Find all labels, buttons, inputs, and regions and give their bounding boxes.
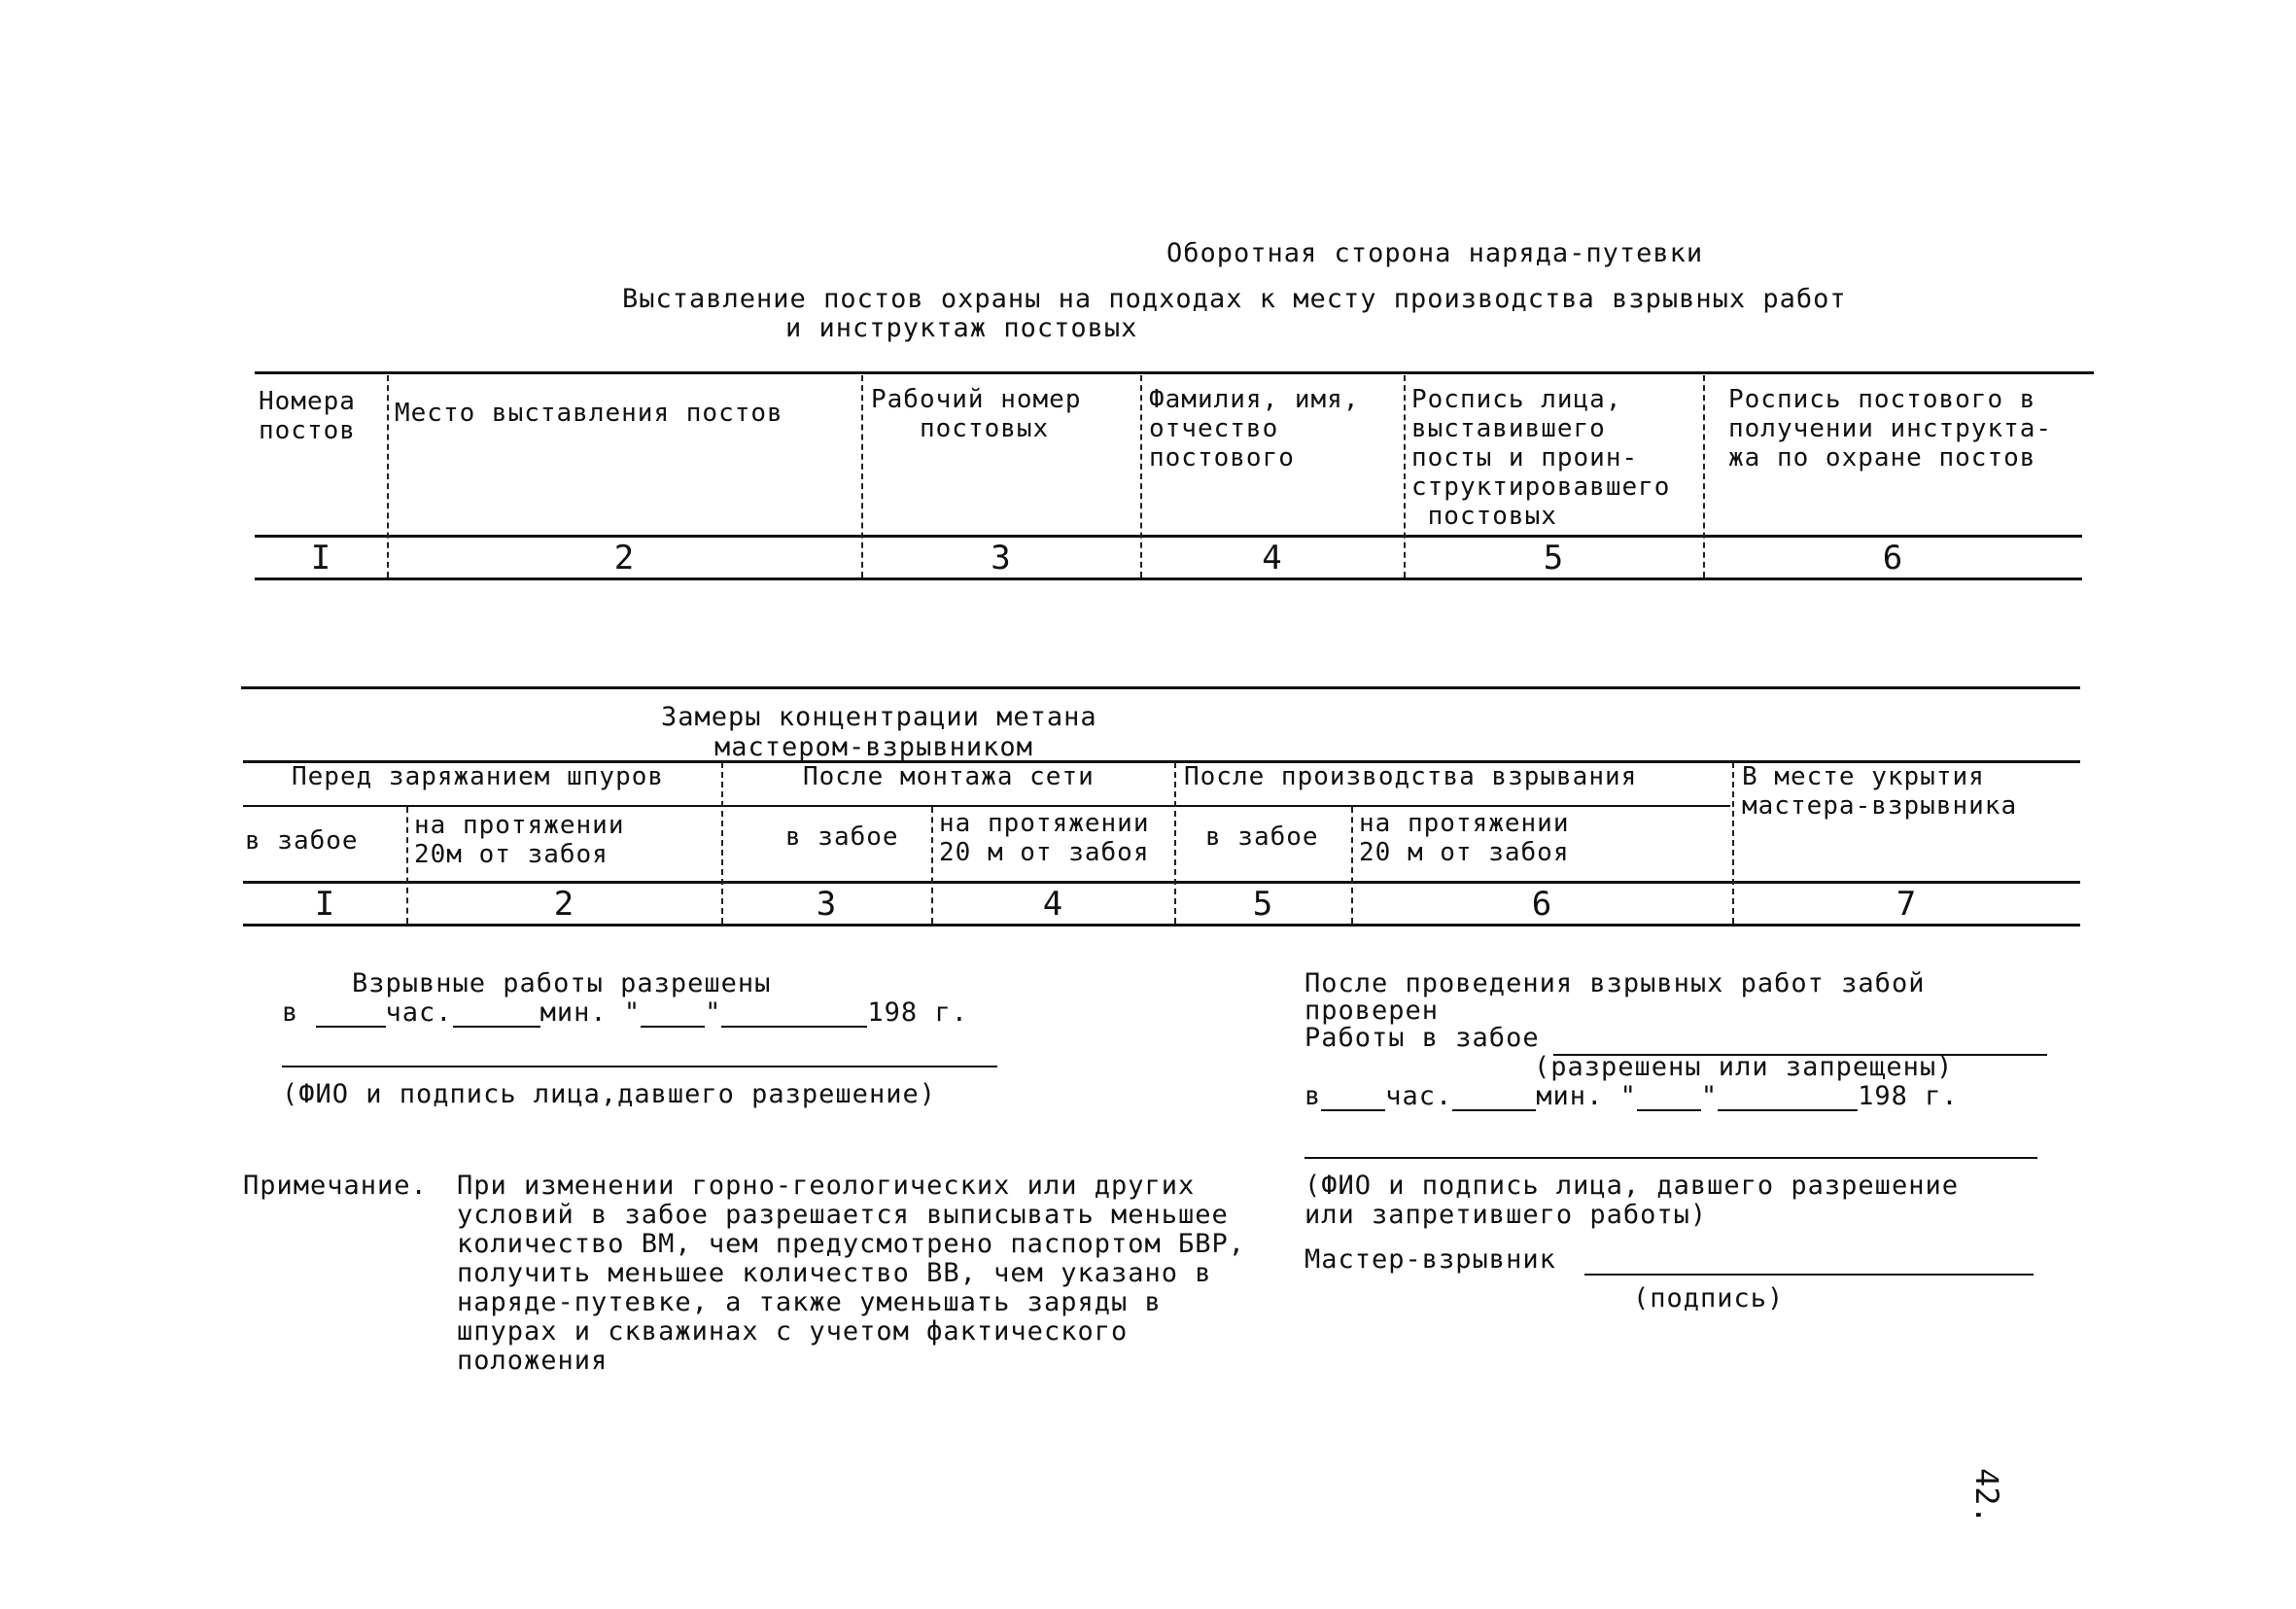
permit-left-signature-line	[282, 1066, 997, 1067]
master-blaster-label: Мастер-взрывник	[1305, 1244, 1556, 1275]
permit-left-heading: Взрывные работы разрешены	[352, 968, 772, 998]
permit-left-prefix: в	[282, 997, 299, 1028]
year-suffix: г.	[934, 997, 968, 1028]
note-line: положения	[457, 1346, 609, 1376]
master-blaster-signature-line	[1584, 1274, 2034, 1276]
table1-header-post-location: Место выставления постов	[395, 399, 783, 428]
table2-sub-20m: на протяжении 20 м от забоя	[939, 809, 1150, 867]
table1-header-post-numbers: Номера постов	[259, 387, 356, 445]
permit-right-line-1: После проведения взрывных работ забой	[1305, 968, 1926, 998]
table2-sub-face: в забое	[785, 822, 899, 852]
table1-header-worker-number: Рабочий номер постовых	[871, 385, 1082, 443]
table1-col-number: 4	[1262, 539, 1282, 577]
hours-label: час.	[1385, 1081, 1453, 1111]
permit-right-prefix: в	[1305, 1081, 1322, 1111]
minutes-label: мин.	[1536, 1081, 1604, 1111]
hours-label: час.	[385, 997, 453, 1028]
table1-header-instructor-signature: Роспись лица, выставившего посты и проин- структировавшего постовых	[1411, 385, 1671, 531]
table1-bottom-rule	[255, 577, 2082, 580]
table2-bottom-rule	[243, 924, 2080, 927]
section-separator	[241, 686, 2080, 689]
permit-left-time-line	[282, 997, 968, 1028]
table2-col-number: 5	[1252, 885, 1273, 924]
document-title-line-1: Выставление постов охраны на подходах к месту производства взрывных работ	[622, 284, 1847, 314]
document-title-line-2: и инструктаж постовых	[785, 313, 1138, 343]
permit-right-line-2: проверен	[1305, 996, 1440, 1026]
minutes-blank	[1452, 1082, 1536, 1111]
master-blaster-caption: (подпись)	[1633, 1283, 1785, 1313]
table2-title-line-1: Замеры концентрации метана	[661, 702, 1097, 732]
table2-group-before-charging: Перед заряжанием шпуров	[292, 762, 665, 791]
table2-group-after-network: После монтажа сети	[803, 762, 1095, 791]
table1-col-number: I	[310, 539, 331, 577]
hours-blank	[316, 998, 386, 1028]
permit-right-status-caption: (разрешены или запрещены)	[1534, 1052, 1954, 1082]
month-blank	[1718, 1082, 1858, 1111]
table1-col-number: 5	[1543, 539, 1564, 577]
table2-group-shelter: В месте укрытия мастера-взрывника	[1742, 762, 2018, 821]
note-line: шпурах и скважинах с учетом фактического	[457, 1316, 1129, 1347]
table1-mid-rule	[255, 535, 2082, 538]
table2-col-number: 2	[553, 885, 574, 924]
permit-left-signature-caption: (ФИО и подпись лица,давшего разрешение)	[282, 1079, 936, 1109]
note-line: условий в забое разрешается выписывать меньшее	[457, 1200, 1229, 1230]
year-suffix: г.	[1925, 1081, 1959, 1111]
day-blank	[641, 998, 705, 1028]
table1-top-rule	[255, 371, 2094, 374]
table1-header-full-name: Фамилия, имя, отчество постового	[1149, 385, 1360, 472]
table2-mid-rule	[243, 881, 2080, 884]
table2-col-number: 4	[1042, 885, 1063, 924]
quote-close: "	[1700, 1081, 1719, 1111]
table2-col-number: 6	[1531, 885, 1552, 924]
quote-open: "	[1619, 1081, 1637, 1111]
table1-header-guard-signature: Роспись постового в получении инструкта- жа по охране постов	[1728, 385, 2053, 472]
month-blank	[721, 998, 867, 1028]
permit-right-signature-line	[1305, 1157, 2037, 1159]
note-line: При изменении горно-геологических или других	[457, 1171, 1196, 1201]
document-subtitle: Оборотная сторона наряда-путевки	[1166, 238, 1704, 268]
quote-close: "	[705, 997, 722, 1028]
table2-title-line-2: мастером-взрывником	[714, 732, 1033, 762]
permit-right-signature-caption-2: или запретившего работы)	[1305, 1200, 1708, 1230]
page-number: 42.	[1968, 1468, 2005, 1524]
note-label: Примечание.	[243, 1171, 428, 1201]
table2-group-after-blasting: После производства взрывания	[1184, 762, 1638, 791]
table2-sub-face: в забое	[245, 826, 359, 856]
permit-right-line-3: Работы в забое	[1305, 1023, 1540, 1053]
hours-blank	[1321, 1082, 1385, 1111]
note-line: наряде-путевке, а также уменьшать заряды в	[457, 1287, 1162, 1317]
minutes-blank	[453, 998, 540, 1028]
note-line: количество ВМ, чем предусмотрено паспортом БВР,	[457, 1229, 1246, 1259]
permit-right-signature-caption-1: (ФИО и подпись лица, давшего разрешение	[1305, 1171, 1959, 1201]
table1-col-number: 3	[991, 539, 1011, 577]
note-line: получить меньшее количество ВВ, чем указано в	[457, 1258, 1212, 1288]
table2-sub-face: в забое	[1205, 822, 1319, 852]
table2-col-number: I	[314, 885, 335, 924]
quote-open: "	[623, 997, 642, 1028]
permit-right-time-line	[1305, 1081, 1959, 1111]
table2-group-rule	[243, 805, 1730, 807]
table1-col-number: 6	[1882, 539, 1903, 577]
minutes-label: мин.	[539, 997, 608, 1028]
table2-sub-20m: на протяжении 20 м от забоя	[1359, 809, 1570, 867]
year-label: 198	[1858, 1081, 1908, 1111]
day-blank	[1637, 1082, 1701, 1111]
table1-col-number: 2	[613, 539, 635, 577]
year-label: 198	[867, 997, 919, 1028]
table2-sub-20m: на протяжении 20м от забоя	[414, 811, 625, 869]
table2-col-number: 3	[816, 885, 837, 924]
table2-col-number: 7	[1896, 885, 1917, 924]
